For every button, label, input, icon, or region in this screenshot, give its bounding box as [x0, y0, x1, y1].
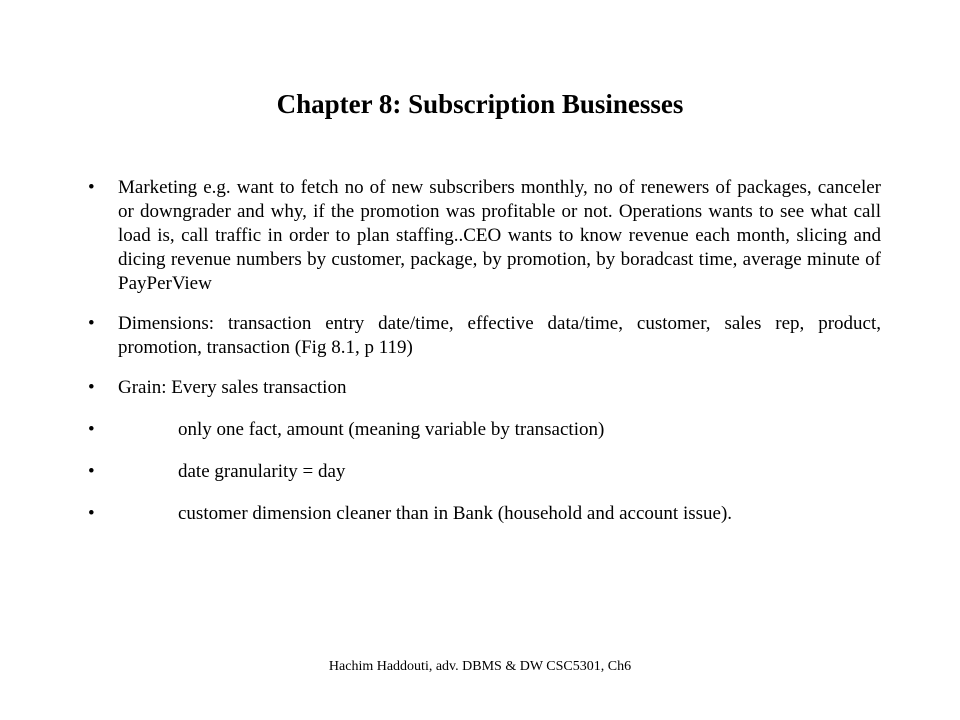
bullet-item-grain	[88, 376, 881, 400]
bullet-text: date granularity = day	[178, 461, 346, 482]
bullet-icon: •	[88, 419, 95, 440]
bullet-item-date	[88, 460, 881, 484]
bullet-item-marketing	[88, 176, 881, 296]
bullet-icon: •	[88, 313, 95, 334]
bullet-item-dimensions	[88, 312, 881, 360]
bullet-icon: •	[88, 461, 95, 482]
bullet-text: Marketing e.g. want to fetch no of new subscribers monthly, no of renewers of packages, canceler or downgrader and why, if the promotion was profitable or not. Operations wants to see what call load is, call traffic in order to plan staffing..CEO wants to know revenue each month, slicing and dicing revenue numbers by customer, package, by promotion, by boradcast time, average minute of PayPerView	[118, 177, 881, 294]
bullet-item-customer	[88, 502, 881, 526]
bullet-icon: •	[88, 177, 95, 198]
bullet-icon: •	[88, 377, 95, 398]
bullet-icon: •	[88, 503, 95, 524]
bullet-list	[88, 176, 881, 544]
bullet-text: Dimensions: transaction entry date/time, effective data/time, customer, sales rep, product, promotion, transaction (Fig 8.1, p 119)	[118, 313, 881, 358]
bullet-item-fact	[88, 418, 881, 442]
bullet-text: only one fact, amount (meaning variable by transaction)	[178, 419, 605, 440]
bullet-text: Grain: Every sales transaction	[118, 377, 347, 398]
bullet-text: customer dimension cleaner than in Bank (household and account issue).	[178, 503, 733, 524]
slide-footer: Hachim Haddouti, adv. DBMS & DW CSC5301, Ch6	[328, 659, 632, 674]
slide-title: Chapter 8: Subscription Businesses	[276, 89, 684, 119]
